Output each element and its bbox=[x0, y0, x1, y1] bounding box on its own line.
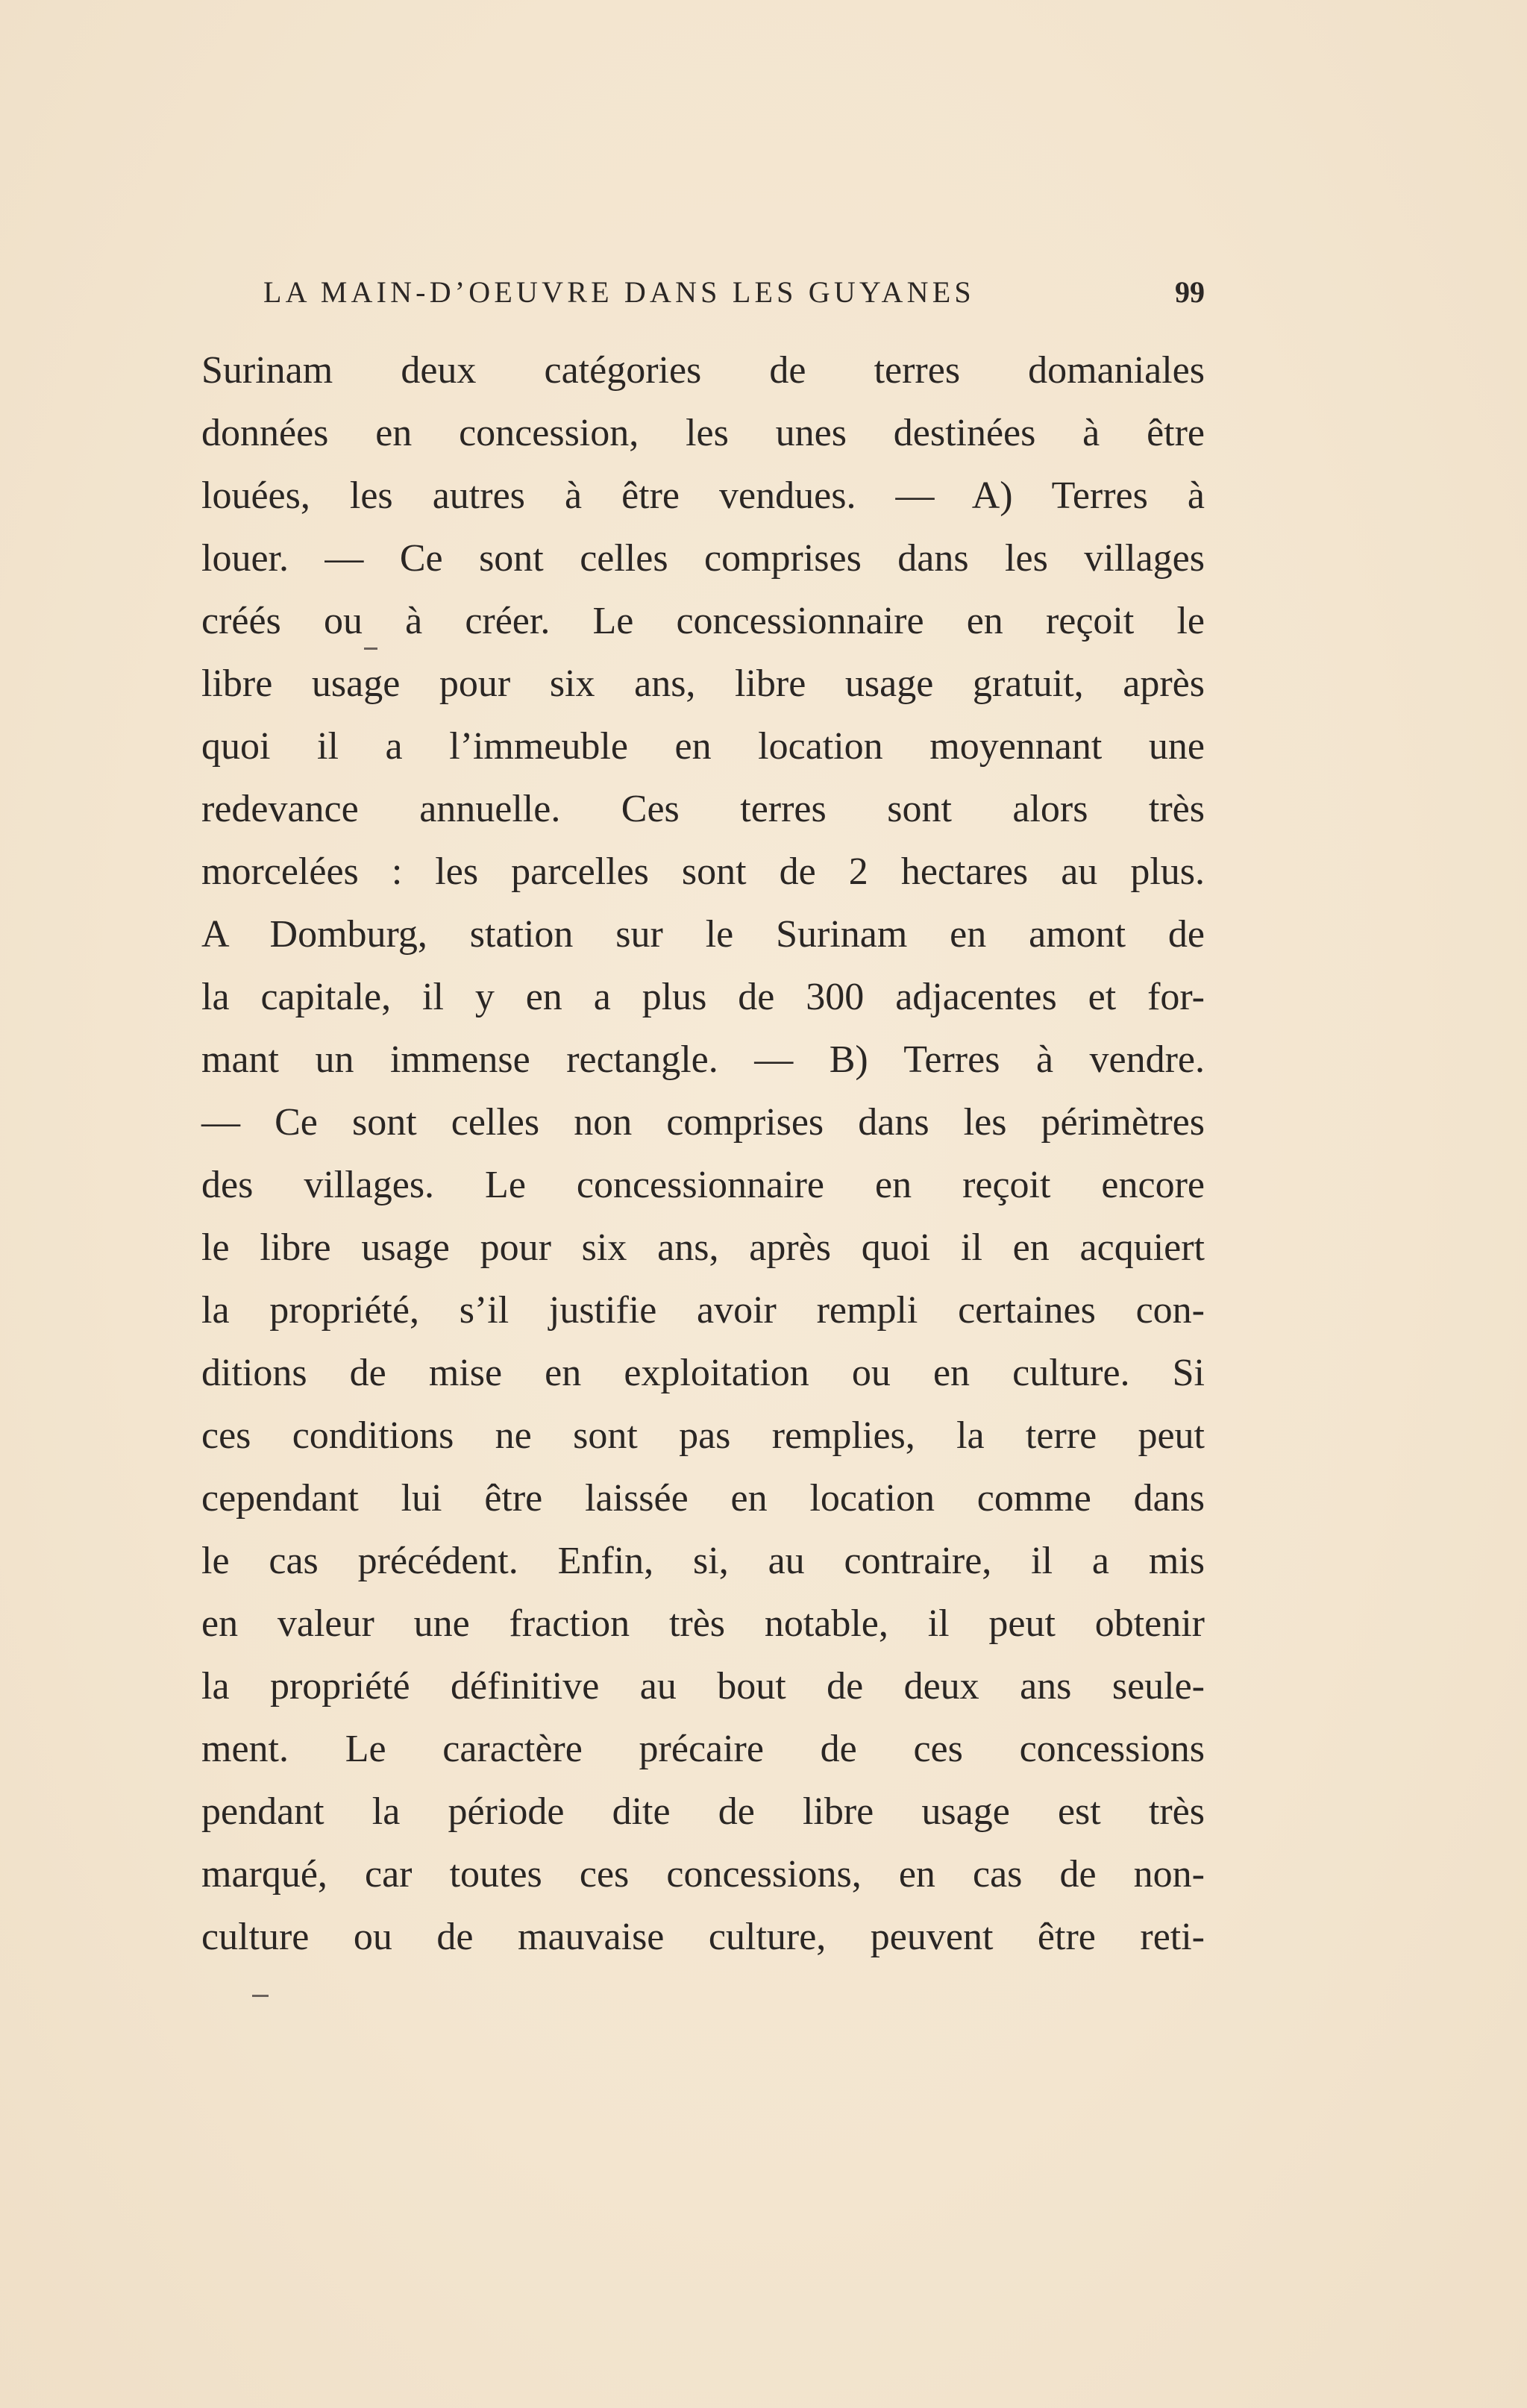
text-line: quoi il a l’immeuble en location moyennant une bbox=[201, 725, 1205, 768]
text-line: morcelées : les parcelles sont de 2 hectares au plus. bbox=[201, 850, 1205, 893]
text-line: données en concession, les unes destinées à être bbox=[201, 412, 1205, 454]
text-line: ditions de mise en exploitation ou en culture. Si bbox=[201, 1352, 1205, 1394]
text-line: des villages. Le concessionnaire en reçoit encore bbox=[201, 1164, 1205, 1206]
text-line: ces conditions ne sont pas remplies, la terre peut bbox=[201, 1414, 1205, 1457]
text-line: pendant la période dite de libre usage est très bbox=[201, 1790, 1205, 1833]
text-line: libre usage pour six ans, libre usage gratuit, après bbox=[201, 662, 1205, 705]
print-speck bbox=[252, 1995, 269, 1997]
text-line: le cas précédent. Enfin, si, au contraire, il a mis bbox=[201, 1540, 1205, 1582]
text-line: culture ou de mauvaise culture, peuvent être reti- bbox=[201, 1916, 1205, 1958]
text-line: le libre usage pour six ans, après quoi il en acquiert bbox=[201, 1226, 1205, 1269]
running-head bbox=[263, 275, 1205, 316]
text-line: A Domburg, station sur le Surinam en amont de bbox=[201, 913, 1205, 956]
text-line: Surinam deux catégories de terres domaniales bbox=[201, 349, 1205, 392]
print-speck bbox=[364, 648, 377, 650]
text-line: — Ce sont celles non comprises dans les périmètres bbox=[201, 1101, 1205, 1144]
page-number: 99 bbox=[1175, 275, 1205, 309]
text-line: la propriété, s’il justifie avoir rempli certaines con- bbox=[201, 1289, 1205, 1332]
text-line: la capitale, il y en a plus de 300 adjacentes et for- bbox=[201, 976, 1205, 1018]
text-line: louées, les autres à être vendues. — A) Terres à bbox=[201, 474, 1205, 517]
running-title: LA MAIN-D’OEUVRE DANS LES GUYANES bbox=[263, 275, 975, 309]
text-line: mant un immense rectangle. — B) Terres à vendre. bbox=[201, 1038, 1205, 1081]
text-line: la propriété définitive au bout de deux ans seule- bbox=[201, 1665, 1205, 1708]
text-line: marqué, car toutes ces concessions, en cas de non- bbox=[201, 1853, 1205, 1896]
text-line: redevance annuelle. Ces terres sont alors très bbox=[201, 788, 1205, 830]
text-line: ment. Le caractère précaire de ces concessions bbox=[201, 1728, 1205, 1770]
text-line: en valeur une fraction très notable, il peut obtenir bbox=[201, 1602, 1205, 1645]
text-line: créés ou à créer. Le concessionnaire en reçoit le bbox=[201, 600, 1205, 642]
text-line: cependant lui être laissée en location comme dans bbox=[201, 1477, 1205, 1520]
body-text bbox=[201, 339, 1205, 1969]
text-line: louer. — Ce sont celles comprises dans les villages bbox=[201, 537, 1205, 580]
